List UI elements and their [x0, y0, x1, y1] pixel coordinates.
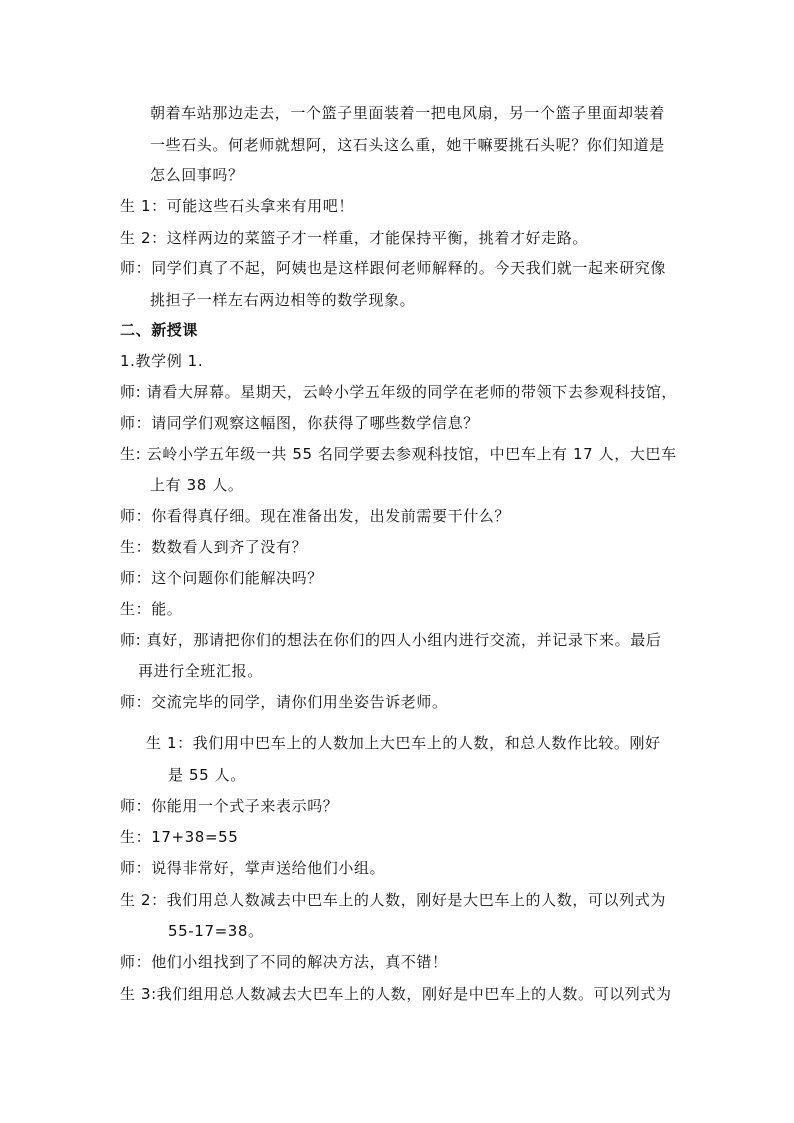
text-line: 师：你看得真仔细。现在准备出发，出发前需要干什么？	[120, 507, 511, 525]
text-line: 55-17=38。	[168, 922, 264, 940]
text-line: 1.教学例 1.	[120, 352, 204, 370]
text-line: 生 2：我们用总人数减去中巴车上的人数，刚好是大巴车上的人数，可以列式为	[120, 891, 666, 909]
text-line: 怎么回事吗？	[150, 166, 244, 184]
text-line: 生 3:我们组用总人数减去大巴车上的人数，刚好是中巴车上的人数。可以列式为	[120, 985, 672, 1003]
text-line: 师：说得非常好，掌声送给他们小组。	[120, 859, 386, 877]
text-line: 师：你能用一个式子来表示吗？	[120, 797, 339, 815]
text-line: 生：数数看人到齐了没有？	[120, 538, 308, 556]
text-line: 师：同学们真了不起，阿姨也是这样跟何老师解释的。今天我们就一起来研究像	[120, 259, 667, 277]
text-line: 师：交流完毕的同学，请你们用坐姿告诉老师。	[120, 693, 448, 711]
text-line: 师: 请看大屏幕。星期天，云岭小学五年级的同学在老师的带领下去参观科技馆，	[120, 383, 678, 401]
text-line: 生：能。	[120, 600, 183, 618]
text-line: 师：他们小组找到了不同的解决方法，真不错！	[120, 953, 448, 971]
text-line: 挑担子一样左右两边相等的数学现象。	[150, 291, 416, 309]
text-line: 上有 38 人。	[150, 476, 244, 494]
text-line: 生 1：可能这些石头拿来有用吧！	[120, 197, 354, 215]
section-heading: 二、新授课	[120, 321, 199, 339]
text-line: 是 55 人。	[168, 766, 246, 784]
text-line: 生 1：我们用中巴车上的人数加上大巴车上的人数，和总人数作比较。刚好	[146, 734, 661, 752]
text-line: 一些石头。何老师就想阿，这石头这么重，她干嘛要挑石头呢？你们知道是	[150, 136, 665, 154]
text-line: 生: 云岭小学五年级一共 55 名同学要去参观科技馆，中巴车上有 17 人，大巴车	[120, 445, 677, 463]
text-line: 师：这个问题你们能解决吗？	[120, 569, 323, 587]
text-line: 师：请同学们观察这幅图，你获得了哪些数学信息？	[120, 414, 479, 432]
text-line: 生：17+38=55	[120, 828, 239, 846]
text-line: 朝着车站那边走去，一个篮子里面装着一把电风扇，另一个篮子里面却装着	[150, 104, 665, 122]
text-line: 再进行全班汇报。	[138, 662, 263, 680]
text-line: 师: 真好，那请把你们的想法在你们的四人小组内进行交流，并记录下来。最后	[120, 631, 662, 649]
text-line: 生 2：这样两边的菜篮子才一样重，才能保持平衡，挑着才好走路。	[120, 229, 588, 247]
